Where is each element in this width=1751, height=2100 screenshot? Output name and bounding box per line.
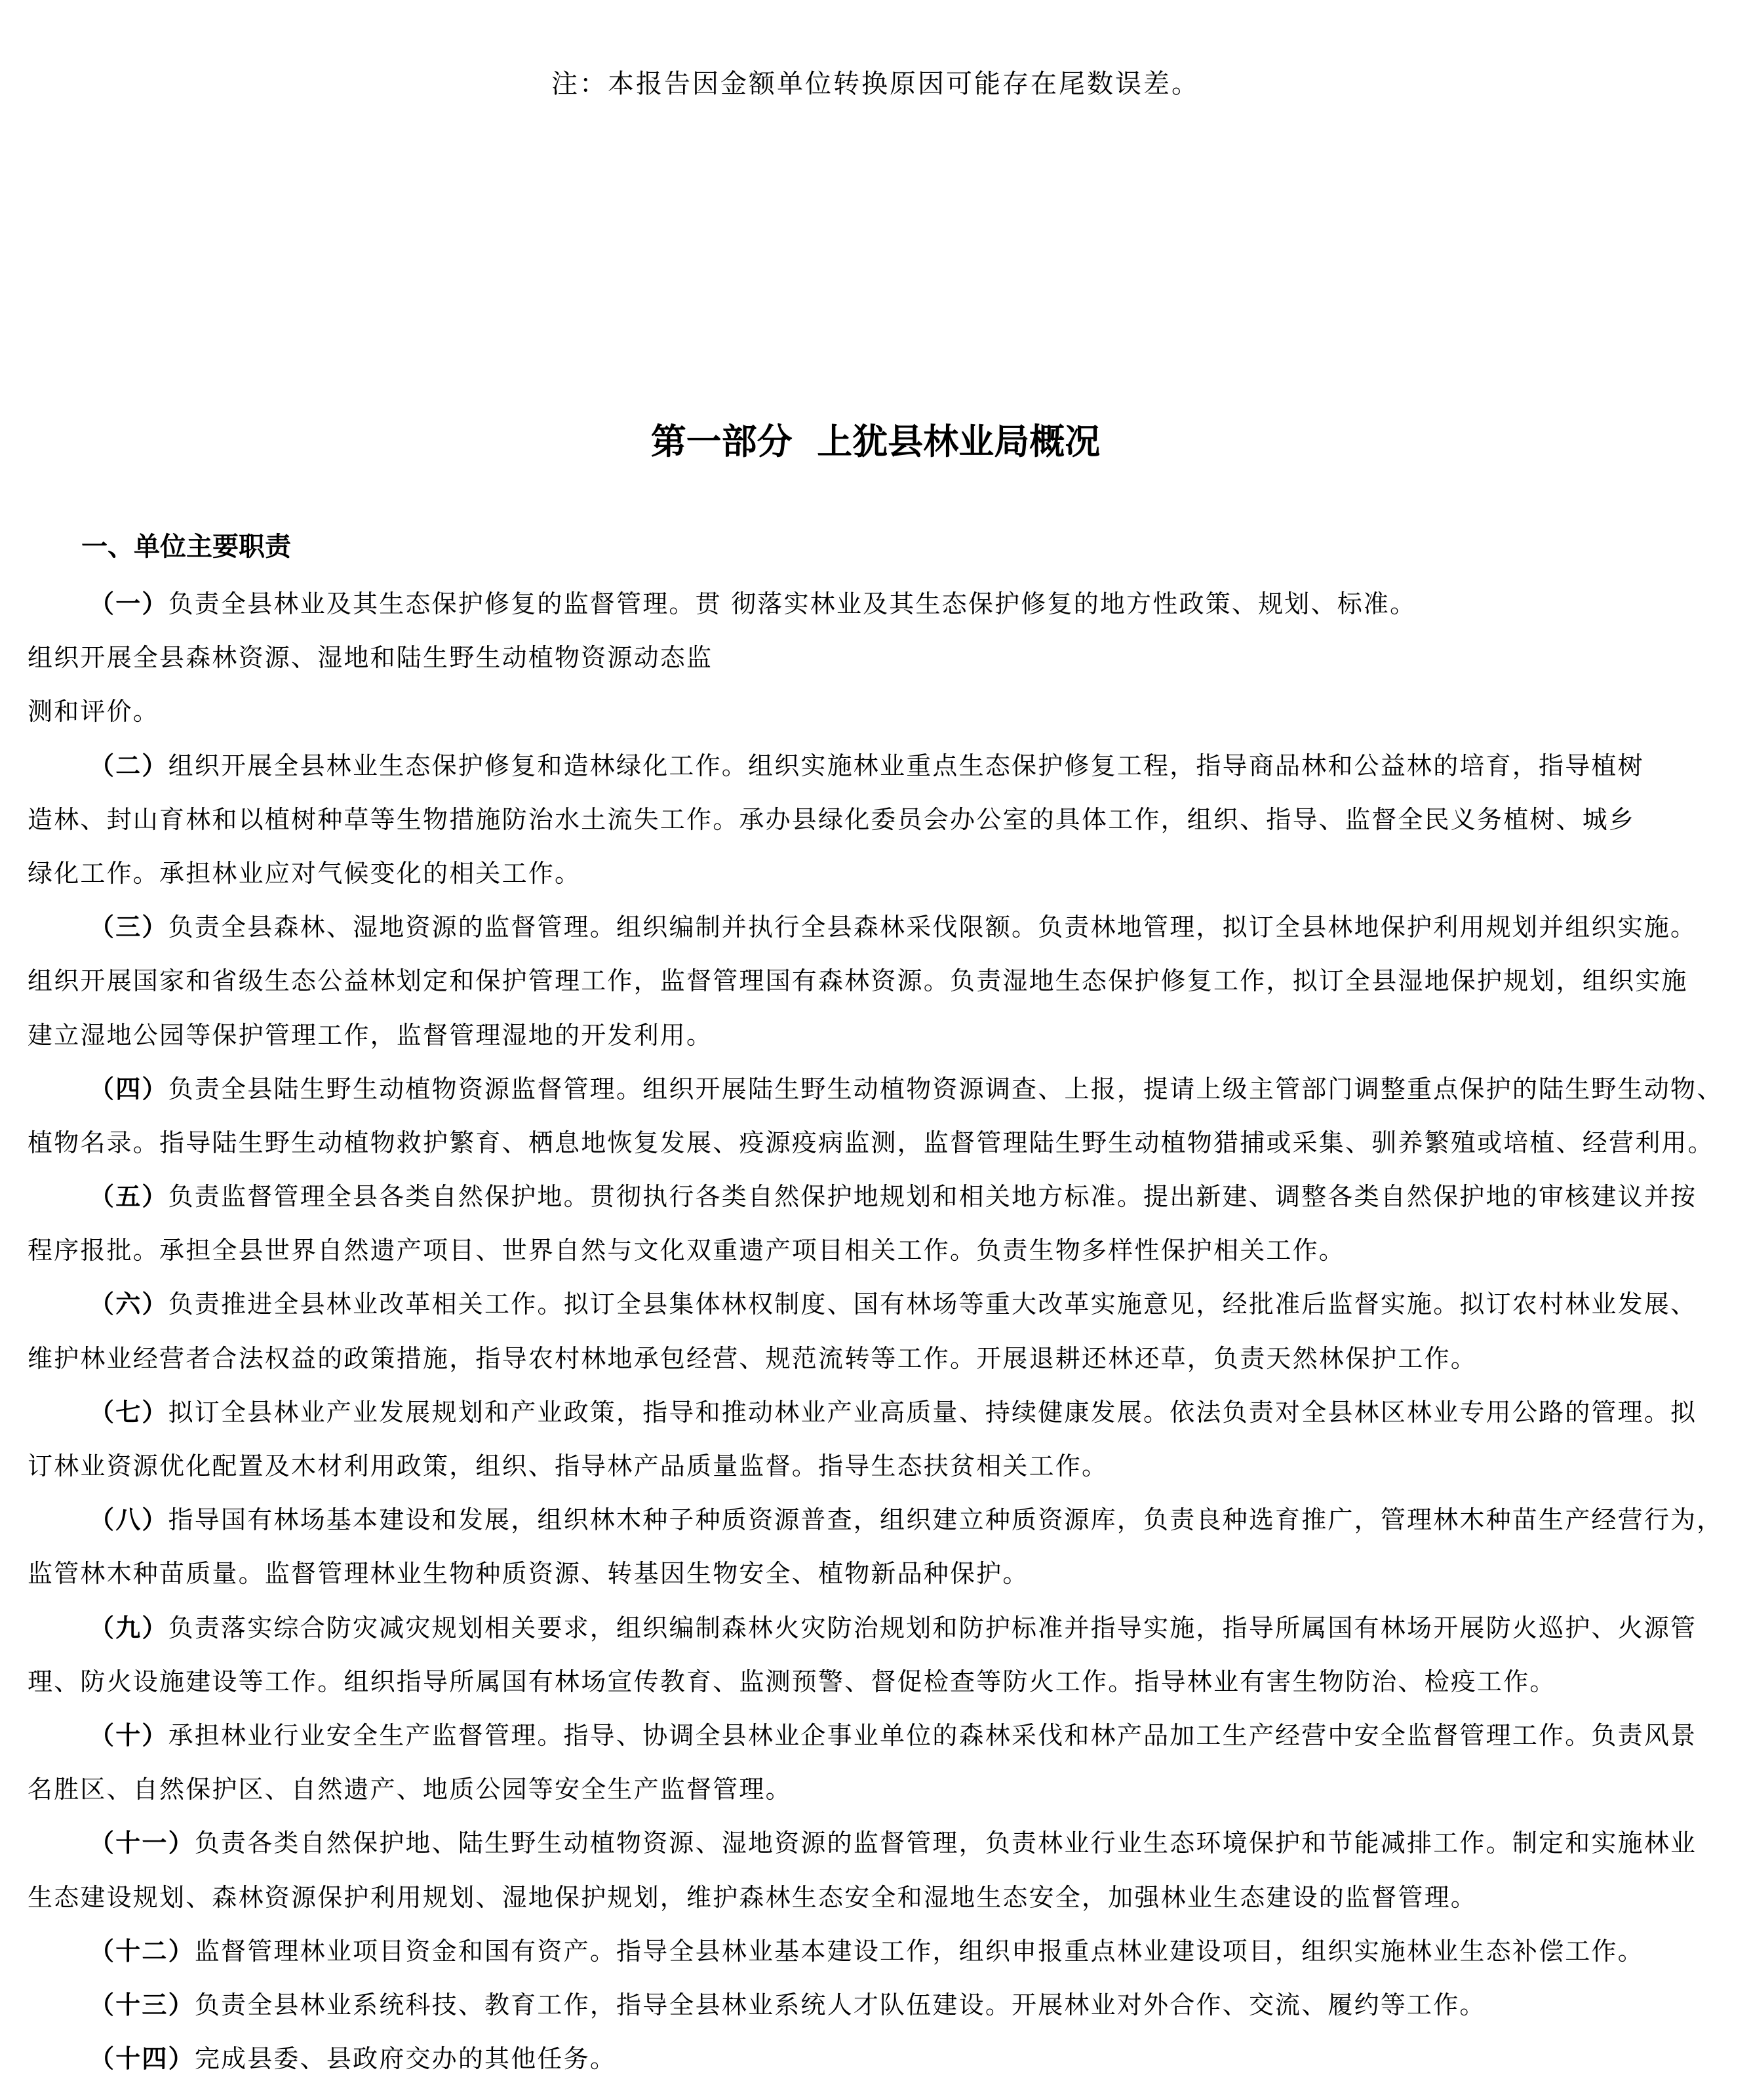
line-text: 维护林业经营者合法权益的政策措施，指导农村林地承包经营、规范流转等工作。开展退耕还林还草，负责天然林保护工作。 xyxy=(28,1343,1478,1373)
line-text: 绿化工作。承担林业应对气候变化的相关工作。 xyxy=(28,858,581,888)
line-text: 程序报批。承担全县世界自然遗产项目、世界自然与文化双重遗产项目相关工作。负责生物多样性保护相关工作。 xyxy=(28,1236,1346,1265)
paragraph-line xyxy=(28,1332,1732,1385)
line-text: 负责各类自然保护地、陆生野生动植物资源、湿地资源的监督管理，负责林业行业生态环境保护和节能减排工作。制定和实施林业 xyxy=(194,1829,1697,1858)
paragraph-line xyxy=(28,900,1732,954)
line-text: 负责全县林业及其生态保护修复的监督管理。贯 彻落实林业及其生态保护修复的地方性政策、规划、标准。 xyxy=(168,589,1417,618)
paragraph-line xyxy=(28,739,1732,793)
duties-body xyxy=(28,577,1732,2086)
line-text: 负责全县林业系统科技、教育工作，指导全县林业系统人才队伍建设。开展林业对外合作、交流、履约等工作。 xyxy=(194,1990,1486,2019)
paragraph-line xyxy=(28,2032,1732,2086)
item-number: （五） xyxy=(89,1182,168,1212)
line-text: 订林业资源优化配置及木材利用政策，组织、指导林产品质量监督。指导生态扶贫相关工作。 xyxy=(28,1452,1109,1480)
item-number: （六） xyxy=(89,1290,168,1319)
line-text: 组织开展国家和省级生态公益林划定和保护管理工作，监督管理国有森林资源。负责湿地生态保护修复工作，拟订全县湿地保护规划，组织实施 xyxy=(28,966,1688,996)
line-text: 负责全县陆生野生动植物资源监督管理。组织开展陆生野生动植物资源调查、上报，提请上级主管部门调整重点保护的陆生野生动物、 xyxy=(168,1074,1723,1103)
paragraph-line xyxy=(28,1385,1732,1439)
item-number: （四） xyxy=(89,1074,168,1103)
paragraph-line xyxy=(28,1978,1732,2032)
item-number: （十一） xyxy=(89,1829,195,1858)
line-text: 组织开展全县林业生态保护修复和造林绿化工作。组织实施林业重点生态保护修复工程，指导商品林和公益林的培育，指导植树 xyxy=(168,751,1644,780)
paragraph-line xyxy=(28,1816,1732,1870)
line-text: 理、防火设施建设等工作。组织指导所属国有林场宣传教育、监测预警、督促检查等防火工作。指导林业有害生物防治、检疫工作。 xyxy=(28,1667,1556,1696)
paragraph-line xyxy=(28,1762,1732,1816)
line-text: 监管林木种苗质量。监督管理林业生物种质资源、转基因生物安全、植物新品种保护。 xyxy=(28,1559,1029,1589)
part-title: 第一部分 上犹县林业局概况 xyxy=(650,421,1101,462)
paragraph-line xyxy=(28,684,1732,738)
paragraph-line xyxy=(28,631,1732,684)
line-text: 建立湿地公园等保护管理工作，监督管理湿地的开发利用。 xyxy=(28,1020,713,1050)
line-text: 指导国有林场基本建设和发展，组织林木种子种质资源普查，组织建立种质资源库，负责良种选育推广，管理林木种苗生产经营行为， xyxy=(168,1505,1723,1535)
item-number: （十三） xyxy=(89,1990,195,2019)
line-text: 负责推进全县林业改革相关工作。拟订全县集体林权制度、国有林场等重大改革实施意见，经批准后监督实施。拟订农村林业发展、 xyxy=(168,1290,1697,1319)
paragraph-line xyxy=(28,1277,1732,1331)
line-text: 生态建设规划、森林资源保护利用规划、湿地保护规划，维护森林生态安全和湿地生态安全，加强林业生态建设的监督管理。 xyxy=(28,1882,1478,1912)
line-text: 拟订全县林业产业发展规划和产业政策，指导和推动林业产业高质量、持续健康发展。依法负责对全县林区林业专用公路的管理。拟 xyxy=(168,1397,1697,1427)
section-heading: 一、单位主要职责 xyxy=(81,532,291,562)
item-number: （九） xyxy=(89,1613,168,1642)
line-text: 名胜区、自然保护区、自然遗产、地质公园等安全生产监督管理。 xyxy=(28,1775,792,1804)
item-number: （八） xyxy=(89,1505,168,1535)
paragraph-line xyxy=(28,1439,1732,1493)
line-text: 负责落实综合防灾减灾规划相关要求，组织编制森林火灾防治规划和防护标准并指导实施，指导所属国有林场开展防火巡护、火源管 xyxy=(168,1613,1697,1642)
paragraph-line xyxy=(28,1116,1732,1170)
paragraph-line xyxy=(28,1008,1732,1062)
line-text: 监督管理林业项目资金和国有资产。指导全县林业基本建设工作，组织申报重点林业建设项目，组织实施林业生态补偿工作。 xyxy=(194,1936,1644,1966)
paragraph-line xyxy=(28,1170,1732,1223)
item-number: （三） xyxy=(89,913,168,942)
item-number: （十） xyxy=(89,1720,168,1750)
paragraph-line xyxy=(28,954,1732,1008)
paragraph-line xyxy=(28,1709,1732,1762)
line-text: 造林、封山育林和以植树种草等生物措施防治水土流失工作。承办县绿化委员会办公室的具体工作，组织、指导、监督全民义务植树、城乡 xyxy=(28,804,1636,834)
paragraph-line xyxy=(28,846,1732,900)
line-text: 完成县委、县政府交办的其他任务。 xyxy=(194,2044,617,2074)
paragraph-line xyxy=(28,793,1732,846)
line-text: 负责全县森林、湿地资源的监督管理。组织编制并执行全县森林采伐限额。负责林地管理，拟订全县林地保护利用规划并组织实施。 xyxy=(168,913,1697,942)
item-number: （七） xyxy=(89,1397,168,1427)
paragraph-line xyxy=(28,1924,1732,1978)
footnote-note: 注：本报告因金额单位转换原因可能存在尾数误差。 xyxy=(551,69,1200,99)
item-number: （一） xyxy=(89,589,168,618)
paragraph-line xyxy=(28,1062,1732,1116)
paragraph-line xyxy=(28,577,1732,631)
line-text: 组织开展全县森林资源、湿地和陆生野生动植物资源动态监 xyxy=(28,643,713,673)
item-number: （十二） xyxy=(89,1936,195,1966)
line-text: 承担林业行业安全生产监督管理。指导、协调全县林业企事业单位的森林采伐和林产品加工生产经营中安全监督管理工作。负责风景 xyxy=(168,1720,1697,1750)
paragraph-line xyxy=(28,1547,1732,1600)
line-text: 负责监督管理全县各类自然保护地。贯彻执行各类自然保护地规划和相关地方标准。提出新建、调整各类自然保护地的审核建议并按 xyxy=(168,1182,1697,1212)
paragraph-line xyxy=(28,1493,1732,1547)
line-text: 测和评价。 xyxy=(28,697,160,726)
paragraph-line xyxy=(28,1871,1732,1924)
paragraph-line xyxy=(28,1655,1732,1709)
item-number: （十四） xyxy=(89,2044,195,2074)
item-number: （二） xyxy=(89,751,168,780)
paragraph-line xyxy=(28,1601,1732,1655)
paragraph-line xyxy=(28,1223,1732,1277)
line-text: 植物名录。指导陆生野生动植物救护繁育、栖息地恢复发展、疫源疫病监测，监督管理陆生野生动植物猎捕或采集、驯养繁殖或培植、经营利用。 xyxy=(28,1128,1714,1157)
